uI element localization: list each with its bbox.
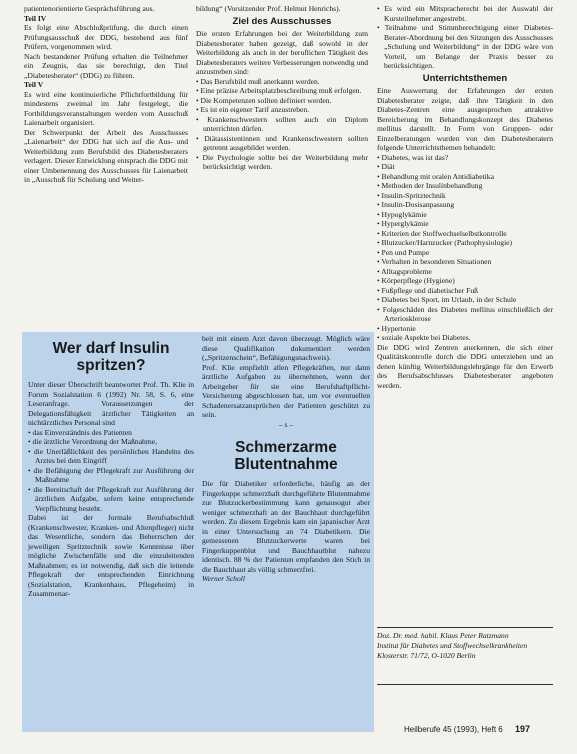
bullet-item: • Teilnahme und Stimmberechtigung einer Diabetes-Berater-Abordnung bei den Sitzungen des Ausschusses „Schulung und Weiterbildung“ in der DDG wäre von Vorteil, um Belange der Praxis besser zu berücksichtigen. <box>377 23 553 70</box>
paragraph: Dabei ist der formale Berufsabschluß (Krankenschwester, Kranken- und Altenpfleger) nicht das Wesentliche, sondern das Beherrschen der jeweiligen Spritztechnik sowie Kenntnisse über mögliche Zwischenfälle und die einzuleitenden Maßnahmen; es ist notwendig, daß sich die leitende Pflegekraft der entsprechenden Einrichtung (Sozialstation, Krankenhaus, Pflegeheim) in Zusammenar- <box>28 513 194 598</box>
topic-item: • Pen und Pumpe <box>377 247 430 257</box>
box-column-right <box>202 334 370 584</box>
column-middle <box>196 4 368 172</box>
paragraph: beit mit einem Arzt davon überzeugt. Möglich wäre diese Qualifikation dokumentiert werden („Spritzenschein“, Befähigungsnachweis). <box>202 334 370 362</box>
topic-item: • Verhalten in besonderen Situationen <box>377 257 492 266</box>
section-heading: Teil V <box>24 80 44 89</box>
separator-mark: – s – <box>278 419 294 429</box>
topic-item: • Folgeschäden des Diabetes mellitus einschließlich der Arteriosklerose <box>377 304 553 323</box>
topic-item: • Diabetes bei Sport, im Urlaub, in der Schule <box>377 295 517 304</box>
paragraph: Die DDG wird Zentren anerkennen, die sich einer Qualitätskontrolle durch die DDG unterziehen und an denen künftig Weiterbildungslehrgänge für den Erwerb des Berufsabschlusses Diabetesberater angeboten werden. <box>377 342 553 390</box>
bullet-item: • die ärztliche Verordnung der Maßnahme, <box>28 437 158 446</box>
paragraph: Die ersten Erfahrungen bei der Weiterbildung zum Diabetesberater haben gezeigt, daß sowohl in der Weiterbildung als auch in der beruflichen Tätigkeit des Diabetesberaters weitere Verbesserungen notwendig und anzustreben sind: <box>196 29 368 76</box>
topic-item: • Körperpflege (Hygiene) <box>377 276 455 285</box>
bullet-item: • die Bereitschaft der Pflegekraft zur Ausführung der ärztlichen Aufgabe, sofern keine entsprechende Verpflichtung besteht. <box>28 484 194 513</box>
paragraph: Unter dieser Überschrift beantwortet Prof. Th. Klie in Forum Sozialstation 6 (1992) Nr. 58, S. 6, eine Leseranfrage. Voraussetzungen der Delegationsfähigkeit ärztlicher Tätigkeiten an nichtärztliches Personal sind <box>28 380 194 427</box>
bullet-item: • Es ist ein eigener Tarif anzustreben. <box>196 105 310 114</box>
topic-item: • Insulin-Dosisanpassung <box>377 200 455 209</box>
journal-reference: Heilberufe 45 (1993), Heft 6 <box>404 725 503 734</box>
paragraph: Nach bestandener Prüfung erhalten die Teilnehmer ein Zeugnis, das sie berechtigt, den Titel „Diabetesberater“ (DDG) zu führen. <box>24 51 188 80</box>
page-footer <box>404 724 554 734</box>
divider <box>377 684 553 685</box>
topic-item: • Methoden der Insulinbehandlung <box>377 181 483 190</box>
article-author: Werner Scholl <box>202 574 245 583</box>
topic-item: • Blutzucker/Harnzucker (Pathophysiologie) <box>377 238 513 247</box>
paragraph: patientenorientierte Gesprächsführung aus. <box>24 4 155 13</box>
topic-item: • Behandlung mit oralen Antidiabetika <box>377 171 494 181</box>
paragraph: Eine Auswertung der Erfahrungen der ersten Diabetesberater zeigte, daß ihre Tätigkeit in den Diabetes-Zentren eine ausgesprochen attraktive Bereicherung im Behandlungskonzept des Diabetes mellitus darstellt. In Form von Gruppen- oder Einzelberatungen wurden von den Diabetesberatern folgende Unterrichtsthemen behandelt: <box>377 86 553 152</box>
section-title: Ziel des Ausschusses <box>232 15 332 27</box>
paragraph: Der Schwerpunkt der Arbeit des Ausschusses „Laienarbeit“ der DDG hat sich auf die Aus- und Weiterbildung zum Berufsbild des Diabetesberaters verlagert. Dieser Entwicklung entsprach die DDG mit einer Umbenennung des Ausschusses für Laienarbeit in „Ausschuß für Schulung und Weiter- <box>24 127 188 184</box>
paragraph: Es wird eine kontinuierliche Pflichtfortbildung für mindestens zweimal im Jahr festgelegt, die Fortbildungsveranstaltungen werden vom Ausschuß Laienarbeit organisiert. <box>24 89 188 127</box>
paragraph: Es folgt eine Abschlußprüfung, die durch einen Prüfungsausschuß der DDG, bestehend aus fünf Prüfern, vorgenommen wird. <box>24 23 188 51</box>
bullet-item: • Es wird ein Mitspracherecht bei der Auswahl der Kursteilnehmer angestrebt. <box>377 4 553 23</box>
divider <box>377 627 553 628</box>
box-title: Wer darf Insulin spritzen? <box>52 340 170 374</box>
topic-item: • Insulin-Spritztechnik <box>377 190 446 200</box>
column-left <box>24 4 188 185</box>
topic-item: • Fußpflege und diabetischer Fuß <box>377 285 478 295</box>
paragraph: Die für Diabetiker erforderliche, häufig an der Fingerkuppe schmerzhaft durchgeführte Blutentnahme zur Blutzuckerbestimmung kann genausogut aber weniger schmerzhaft an der Bauchhaut durchgeführt werden. Zu diesem Ergebnis kam ein japanischer Arzt in einer Untersuchung an 74 Diabetikern. Die gemessenen Blutzuckerwerte waren bei Fingerkuppenblut und Bauchhautblut nahezu identisch. 88 % der Patienten empfanden den Stich in die Bauchhaut als völlig schmerzfrei. <box>202 479 370 574</box>
bullet-item: • Diätassistentinnen und Krankenschwestern sollten getrennt ausgebildet werden. <box>196 133 368 152</box>
topic-item: • Kriterien der Stoffwechselselbstkontrolle <box>377 228 507 238</box>
bullet-item: • Die Psychologie sollte bei der Weiterbildung mehr berücksichtigt werden. <box>196 152 368 171</box>
topic-item: • Diät <box>377 162 395 171</box>
box-title: Schmerzarme Blutentnahme <box>234 439 338 473</box>
author-name: Doz. Dr. med. habil. Klaus Peter Ratzmann <box>377 631 509 640</box>
column-right <box>377 4 553 390</box>
paragraph: Prof. Klie empfiehlt allen Pflegekräften, nur dann ärztliche Aufgaben zu übernehmen, wenn der Arbeitgeber für sie eine Berufshaftpflicht-Versicherung abgeschlossen hat, um vor eventuellen Schadenersatzansprüchen der Patienten geschützt zu sein. <box>202 362 370 419</box>
bullet-item: • Das Berufsbild muß anerkannt werden. <box>196 76 320 86</box>
bullet-item: • Krankenschwestern sollten auch ein Diplom unterrichten dürfen. <box>196 114 368 133</box>
section-heading: Teil IV <box>24 13 47 23</box>
bullet-item: • die Unerläßlichkeit des persönlichen Handelns des Arztes bei dem Eingriff <box>28 446 194 465</box>
author-signature <box>377 631 553 660</box>
bullet-item: • Die Kompetenzen sollten definiert werden. <box>196 95 332 105</box>
box-column-left <box>28 338 194 599</box>
page-number: 197 <box>514 724 530 734</box>
topic-item: • Hyperglykämie <box>377 219 429 228</box>
topic-item: • Alltagsprobleme <box>377 266 432 276</box>
topic-item: • Hypertonie <box>377 323 416 333</box>
author-institute: Institut für Diabetes und Stoffwechselkrankheiten <box>377 640 528 650</box>
bullet-item: • die Befähigung der Pflegekraft zur Ausführung der Maßnahme <box>28 465 194 484</box>
section-title: Unterrichtsthemen <box>422 72 508 84</box>
topic-item: • Diabetes, was ist das? <box>377 152 449 162</box>
topic-item: • Hypoglykämie <box>377 209 427 219</box>
author-address: Klosterstr. 71/72, O-1020 Berlin <box>377 650 476 660</box>
bullet-item: • das Einverständnis des Patienten <box>28 427 132 437</box>
bullet-item: • Eine präzise Arbeitsplatzbeschreibung muß erfolgen. <box>196 86 362 95</box>
paragraph: bildung“ (Vorsitzender Prof. Helmut Henrichs). <box>196 4 341 13</box>
topic-item: • soziale Aspekte bei Diabetes. <box>377 333 471 342</box>
